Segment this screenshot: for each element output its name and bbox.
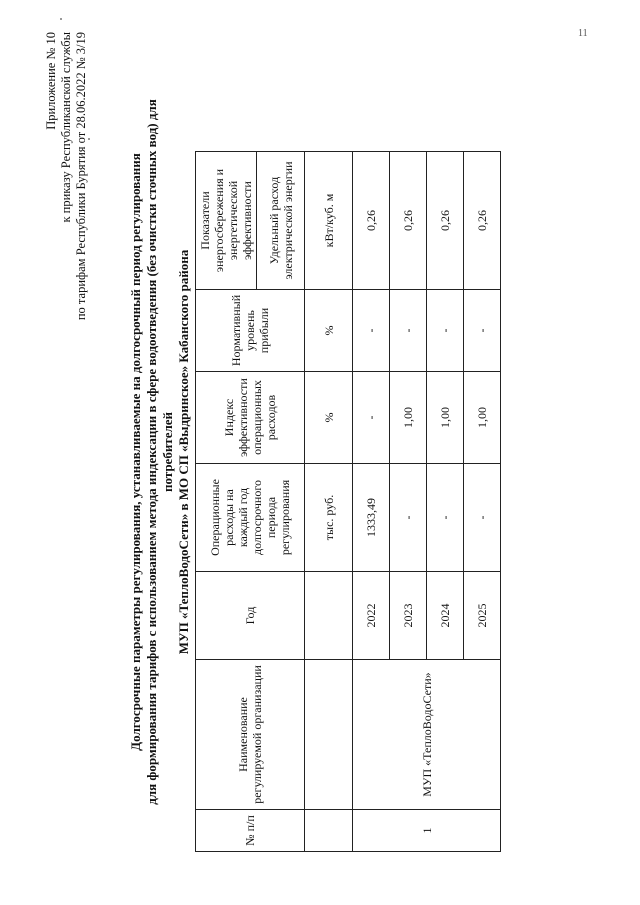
cell-opex: - xyxy=(464,464,501,572)
cell-year: 2022 xyxy=(353,572,390,660)
cell-index: 1,00 xyxy=(390,372,427,464)
annex-block xyxy=(44,32,89,320)
units-energy: кВт/куб. м xyxy=(305,152,353,290)
header-index: Индекс эффективности операционных расходов xyxy=(196,372,305,464)
cell-energy: 0,26 xyxy=(353,152,390,290)
parameters-table xyxy=(195,151,501,852)
cell-index: - xyxy=(353,372,390,464)
rotated-page xyxy=(40,22,600,882)
cell-profit: - xyxy=(353,290,390,372)
table-row xyxy=(353,152,390,852)
document-heading xyxy=(128,62,192,842)
units-org xyxy=(305,660,353,810)
row-number: 1 xyxy=(353,810,501,852)
page-mark: 11 xyxy=(578,28,588,39)
cell-energy: 0,26 xyxy=(464,152,501,290)
header-energy-group: Показатели энергосбережения и энергетической эффективности xyxy=(196,152,257,290)
heading-line-1: Долгосрочные параметры регулирования, устанавливаемые на долгосрочный период регулирования xyxy=(128,153,143,751)
cell-profit: - xyxy=(464,290,501,372)
header-num: № п/п xyxy=(196,810,305,852)
units-row xyxy=(305,152,353,852)
header-org: Наименование регулируемой организации xyxy=(196,660,305,810)
header-energy: Удельный расход электрической энергии xyxy=(257,152,305,290)
cell-energy: 0,26 xyxy=(427,152,464,290)
cell-year: 2025 xyxy=(464,572,501,660)
cell-index: 1,00 xyxy=(427,372,464,464)
org-name: МУП «ТеплоВодоСети» xyxy=(353,660,501,810)
units-index: % xyxy=(305,372,353,464)
header-year: Год xyxy=(196,572,305,660)
cell-profit: - xyxy=(390,290,427,372)
cell-index: 1,00 xyxy=(464,372,501,464)
heading-line-3: МУП «ТеплоВодоСети» в МО СП «Выдринское» Кабанского района xyxy=(176,249,191,655)
header-opex: Операционные расходы на каждый год долгосрочного периода регулирования xyxy=(196,464,305,572)
header-profit: Нормативный уровень прибыли xyxy=(196,290,305,372)
units-year xyxy=(305,572,353,660)
cell-profit: - xyxy=(427,290,464,372)
cell-opex: - xyxy=(390,464,427,572)
units-num xyxy=(305,810,353,852)
units-profit: % xyxy=(305,290,353,372)
heading-line-2: для формирования тарифов с использованием метода индексации в сфере водоотведения (без очистки сточных вод) для потребителей xyxy=(144,99,175,805)
header-row-1 xyxy=(196,152,257,852)
cell-year: 2023 xyxy=(390,572,427,660)
annex-line-3: по тарифам Республики Бурятия от 28.06.2022 № 3/19 xyxy=(74,32,88,321)
units-opex: тыс. руб. xyxy=(305,464,353,572)
cell-year: 2024 xyxy=(427,572,464,660)
annex-line-1: Приложение № 10 xyxy=(44,32,58,130)
cell-opex: - xyxy=(427,464,464,572)
cell-opex: 1333,49 xyxy=(353,464,390,572)
cell-energy: 0,26 xyxy=(390,152,427,290)
annex-line-2: к приказу Республиканской службы xyxy=(59,32,73,223)
